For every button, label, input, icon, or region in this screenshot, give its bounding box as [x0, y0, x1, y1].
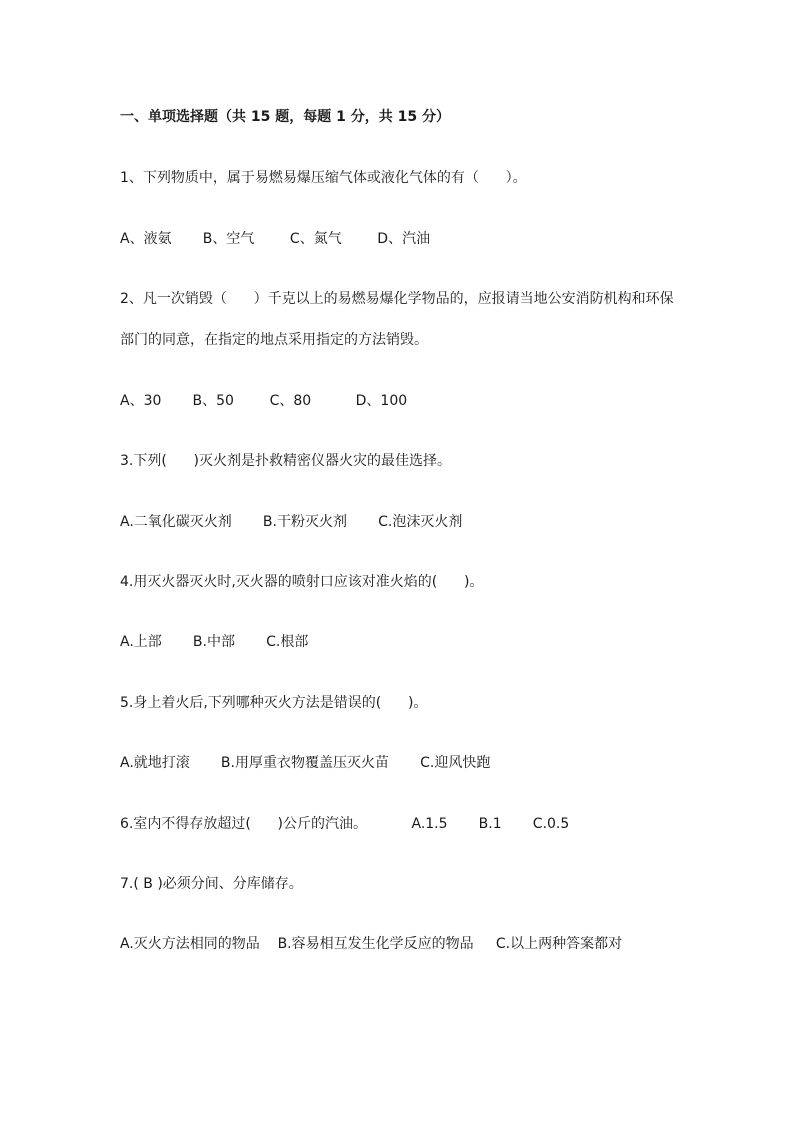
question-6: 6.室内不得存放超过( )公斤的汽油。 A.1.5 B.1 C.0.5: [120, 816, 570, 832]
question-5-options: A.就地打滚 B.用厚重衣物覆盖压灭火苗 C.迎风快跑: [120, 755, 491, 771]
question-2-options: A、30 B、50 C、80 D、100: [120, 393, 408, 409]
question-3-options: A.二氧化碳灭火剂 B.干粉灭火剂 C.泡沫灭火剂: [120, 514, 463, 530]
question-4: 4.用灭火器灭火时,灭火器的喷射口应该对准火焰的( )。: [120, 574, 484, 590]
question-5: 5.身上着火后,下列哪种灭火方法是错误的( )。: [120, 695, 428, 711]
question-7: 7.( B )必须分间、分库储存。: [120, 876, 303, 892]
question-2-continued: 部门的同意，在指定的地点采用指定的方法销毁。: [120, 332, 428, 348]
question-1-options: A、液氨 B、空气 C、氮气 D、汽油: [120, 231, 431, 247]
question-2: 2、凡一次销毁（ ）千克以上的易燃易爆化学物品的，应报请当地公安消防机构和环保: [120, 291, 674, 307]
question-3: 3.下列( )灭火剂是扑救精密仪器火灾的最佳选择。: [120, 453, 451, 469]
question-4-options: A.上部 B.中部 C.根部: [120, 634, 309, 650]
question-1: 1、下列物质中，属于易燃易爆压缩气体或液化气体的有（ ）。: [120, 170, 527, 186]
question-7-options: A.灭火方法相同的物品 B.容易相互发生化学反应的物品 C.以上两种答案都对: [120, 936, 623, 952]
section-heading: 一、单项选择题（共 15 题，每题 1 分，共 15 分）: [120, 109, 450, 125]
